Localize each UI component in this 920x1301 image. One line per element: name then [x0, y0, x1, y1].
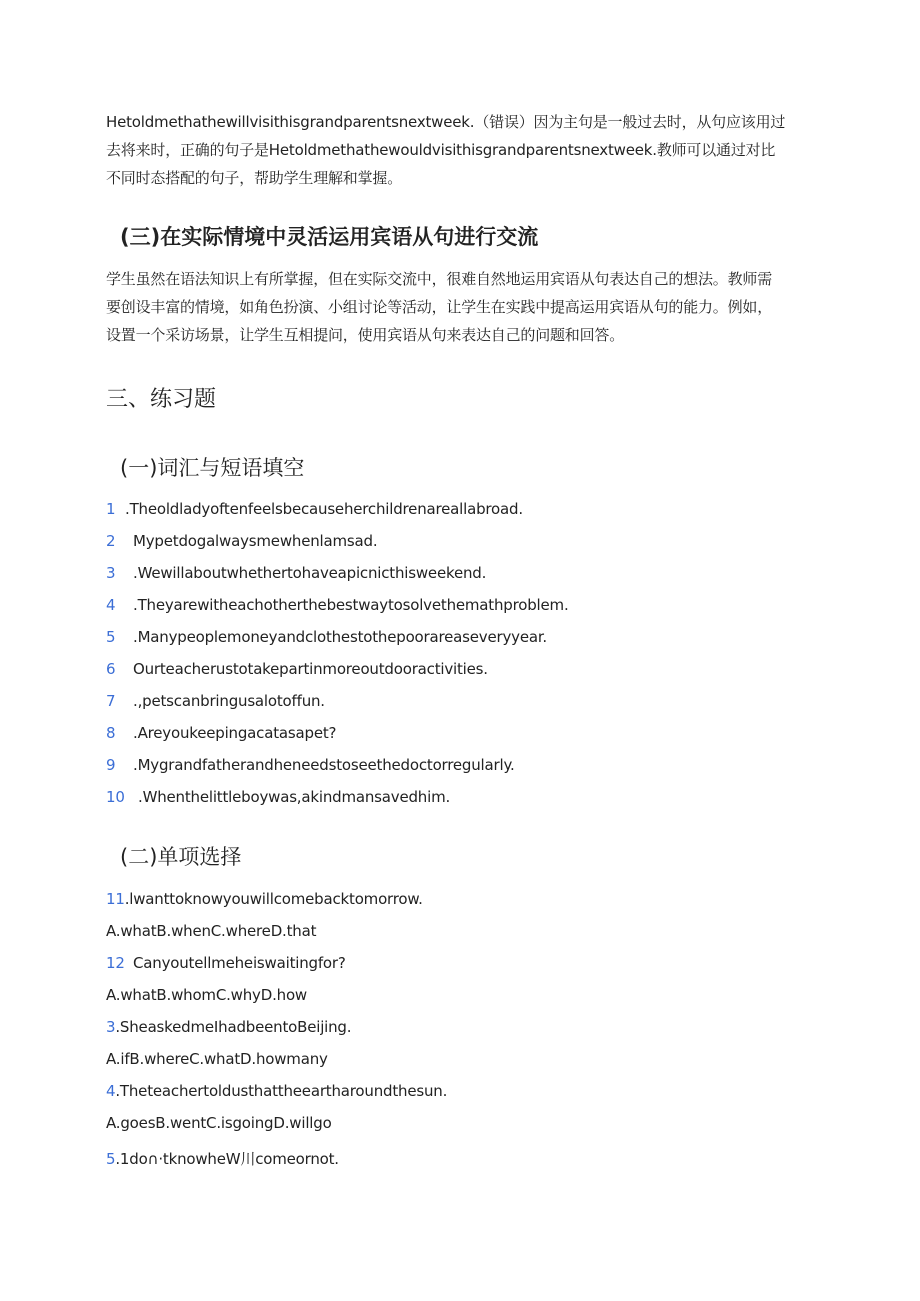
section3-line-2: 要创设丰富的情境，如角色扮演、小组讨论等活动，让学生在实践中提高运用宾语从句的能力。例如，	[106, 298, 773, 316]
item-text: .Whenthelittleboywas,akindmansavedhim.	[138, 788, 451, 806]
choice-options: A.ifB.whereC.whatD.howmany	[106, 1050, 328, 1068]
choice-question	[106, 1148, 339, 1170]
intro-line-1: Hetoldmethathewillvisithisgrandparentsnextweek.（错误）因为主句是一般过去时，从句应该用过	[106, 113, 786, 131]
section3-line-3: 设置一个采访场景，让学生互相提问，使用宾语从句来表达自己的问题和回答。	[106, 326, 625, 344]
item-text: .SheaskedmeIhadbeentoBeijing.	[115, 1018, 352, 1036]
item-number: 4	[106, 1082, 116, 1100]
item-text: .Theoldladyoftenfeelsbecauseherchildrenareallabroad.	[125, 500, 523, 518]
item-number: 7	[106, 692, 116, 710]
item-number: 11	[106, 890, 125, 908]
intro-paragraph	[106, 108, 806, 192]
item-text: Mypetdogalwaysmewhenlamsad.	[133, 532, 378, 550]
item-number: 3	[106, 564, 116, 582]
item-number: 5	[106, 628, 116, 646]
item-number: 6	[106, 660, 116, 678]
item-number: 3	[106, 1018, 116, 1036]
item-text: .lwanttoknowyouwillcomebacktomorrow.	[124, 890, 423, 908]
item-text: .Theteachertoldusthattheeartharoundthesun.	[115, 1082, 448, 1100]
fill-item	[106, 498, 523, 520]
section3-heading: (三)在实际情境中灵活运用宾语从句进行交流	[120, 225, 539, 249]
item-number: 12	[106, 954, 125, 972]
item-text: .1do∩·tknowheW川comeornot.	[115, 1150, 339, 1168]
item-text: .Mygrandfatherandheneedstoseethedoctorregularly.	[133, 756, 515, 774]
fill-item	[106, 754, 515, 776]
item-text: Canyoutellmeheiswaitingfor?	[133, 954, 346, 972]
item-number: 8	[106, 724, 116, 742]
choice-question	[106, 1016, 351, 1038]
item-number: 4	[106, 596, 116, 614]
exercises-heading: 三、练习题	[106, 387, 217, 412]
choice-question	[106, 888, 423, 910]
item-text: .,petscanbringusalotoffun.	[133, 692, 325, 710]
item-text: .Wewillaboutwhethertohaveapicnicthisweekend.	[133, 564, 487, 582]
fill-item	[106, 786, 450, 808]
section3-paragraph	[106, 265, 806, 349]
choice-options: A.whatB.whenC.whereD.that	[106, 922, 317, 940]
item-text: Ourteacherustotakepartinmoreoutdooractivities.	[133, 660, 488, 678]
item-number: 1	[106, 500, 116, 518]
fill-item	[106, 658, 488, 680]
item-text: .Manypeoplemoneyandclothestothepoorareaseveryyear.	[133, 628, 547, 646]
item-number: 9	[106, 756, 116, 774]
section3-line-1: 学生虽然在语法知识上有所掌握，但在实际交流中，很难自然地运用宾语从句表达自己的想法。教师需	[106, 270, 773, 288]
choice-question	[106, 1080, 447, 1102]
choice-question	[106, 952, 346, 974]
choice-options: A.goesB.wentC.isgoingD.willgo	[106, 1114, 332, 1132]
fill-item	[106, 530, 377, 552]
fill-item	[106, 594, 569, 616]
fill-item	[106, 722, 336, 744]
item-text: .Areyoukeepingacatasapet?	[133, 724, 337, 742]
fill-item	[106, 690, 325, 712]
fill-item	[106, 562, 486, 584]
intro-line-2: 去将来时，正确的句子是Hetoldmethathewouldvisithisgrandparentsnextweek.教师可以通过对比	[106, 141, 776, 159]
part2-heading: (二)单项选择	[120, 845, 242, 869]
item-text: .Theyarewitheachotherthebestwaytosolvethemathproblem.	[133, 596, 569, 614]
item-number: 5	[106, 1150, 116, 1168]
intro-line-3: 不同时态搭配的句子，帮助学生理解和掌握。	[106, 169, 403, 187]
fill-item	[106, 626, 547, 648]
part1-heading: (一)词汇与短语填空	[120, 456, 305, 480]
choice-options: A.whatB.whomC.whyD.how	[106, 986, 308, 1004]
item-number: 2	[106, 532, 116, 550]
item-number: 10	[106, 788, 125, 806]
